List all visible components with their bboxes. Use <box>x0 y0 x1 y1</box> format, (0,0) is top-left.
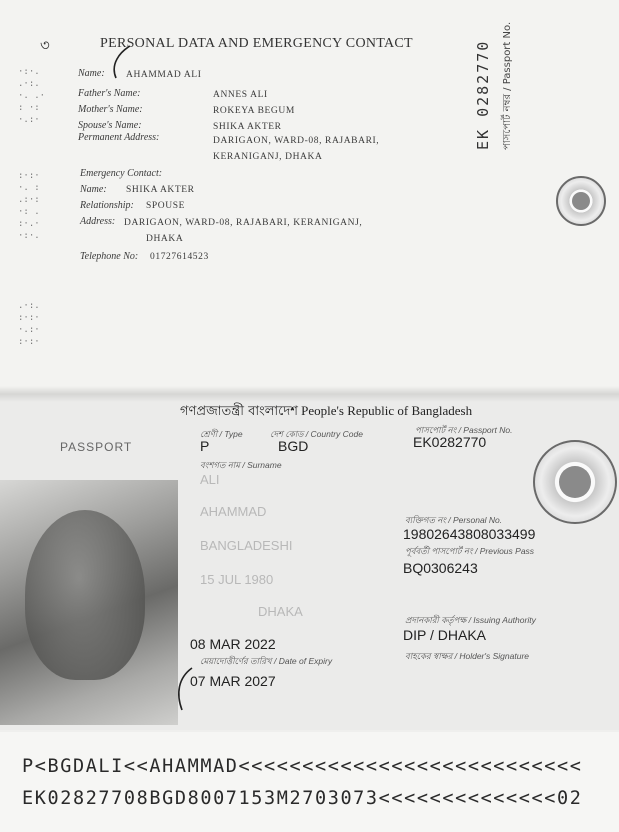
emergency-name-label: Name: <box>80 184 107 195</box>
expiry-label: মেয়াদোত্তীর্ণের তারিখ / Date of Expiry <box>200 656 333 666</box>
pen-stroke-icon <box>170 664 200 714</box>
pen-stroke-icon <box>100 42 140 82</box>
vertical-passport-number <box>470 0 513 150</box>
previous-passport-value: BQ0306243 <box>403 560 478 576</box>
section-title: PERSONAL DATA AND EMERGENCY CONTACT <box>100 36 413 51</box>
personal-data-page <box>0 0 619 395</box>
country-name-bangla: গণপ্রজাতন্ত্রী বাংলাদেশ <box>180 404 298 419</box>
emergency-address-line2: DHAKA <box>146 234 184 244</box>
vertical-passport-number-label: পাসপোর্ট নম্বর / Passport No. <box>502 21 513 150</box>
passport-no-label: পাসপোর্ট নং / Passport No. <box>415 425 513 435</box>
country-header <box>180 402 472 423</box>
type-value: P <box>200 438 210 454</box>
telephone-label: Telephone No: <box>80 251 139 262</box>
government-seal-icon <box>556 176 606 226</box>
name-value: AHAMMAD ALI <box>126 70 202 80</box>
passport-word: PASSPORT <box>60 440 133 454</box>
surname-value: ALI <box>200 472 220 487</box>
father-name-value: ANNES ALI <box>213 90 268 100</box>
relationship-label: Relationship: <box>80 200 134 211</box>
surname-label: বংশগত নাম / Surname <box>200 460 282 470</box>
place-of-birth-value: DHAKA <box>258 604 303 619</box>
perforation-marks: .·:. :·:· ·.:· :·:· <box>18 301 40 347</box>
type-label: শ্রেণী / Type <box>200 429 243 439</box>
date-of-birth-value: 15 JUL 1980 <box>200 572 274 587</box>
perforation-marks: ·:·. .·:. ·. .· : ·: ·.:· <box>18 67 46 125</box>
mrz-line-1: P<BGDALI<<AHAMMAD<<<<<<<<<<<<<<<<<<<<<<<<<<< <box>22 756 583 777</box>
permanent-address-line1: DARIGAON, WARD-08, RAJABARI, <box>213 136 380 146</box>
page-number: ৩ <box>40 38 50 54</box>
emergency-address-label: Address: <box>80 216 116 227</box>
name-label: Name: <box>78 68 105 79</box>
previous-passport-label: পূর্ববর্তী পাসপোর্ট নং / Previous Pass <box>405 546 535 556</box>
passport-no-value: EK0282770 <box>413 434 487 450</box>
government-seal-icon <box>533 440 617 524</box>
spouse-name-label: Spouse's Name: <box>78 120 142 131</box>
permanent-address-line2: KERANIGANJ, DHAKA <box>213 152 323 162</box>
personal-no-label: ব্যক্তিগত নং / Personal No. <box>405 515 503 525</box>
emergency-name-value: SHIKA AKTER <box>126 185 195 195</box>
issuing-authority-label: প্রদানকারী কর্তৃপক্ষ / Issuing Authority <box>405 615 536 625</box>
date-of-issue-value: 08 MAR 2022 <box>190 636 276 652</box>
personal-no-value: 19802643808033499 <box>403 526 536 542</box>
country-code-label: দেশ কোড / Country Code <box>270 429 363 439</box>
telephone-value: 01727614523 <box>150 252 209 262</box>
father-name-label: Father's Name: <box>78 88 141 99</box>
nationality-value: BANGLADESHI <box>200 538 293 553</box>
emergency-contact-title: Emergency Contact: <box>80 168 163 179</box>
country-name-english: People's Republic of Bangladesh <box>301 403 473 418</box>
relationship-value: SPOUSE <box>146 201 185 211</box>
page-fold <box>0 386 619 402</box>
mrz-zone <box>0 732 619 832</box>
vertical-passport-number-value: EK 0282770 <box>474 39 492 150</box>
mrz-line-2: EK02827708BGD8007153M2703073<<<<<<<<<<<<<<02 <box>22 788 583 809</box>
emergency-address-line1: DARIGAON, WARD-08, RAJABARI, KERANIGANJ, <box>124 218 363 228</box>
spouse-name-value: SHIKA AKTER <box>213 122 282 132</box>
given-name-value: AHAMMAD <box>200 504 267 519</box>
holder-photo <box>0 480 178 725</box>
mother-name-label: Mother's Name: <box>78 104 143 115</box>
country-code-value: BGD <box>278 438 309 454</box>
date-of-expiry-value: 07 MAR 2027 <box>190 673 276 689</box>
permanent-address-label: Permanent Address: <box>78 132 160 143</box>
mother-name-value: ROKEYA BEGUM <box>213 106 295 116</box>
issuing-authority-value: DIP / DHAKA <box>403 627 486 643</box>
perforation-marks: :·:· ·. : .:·: ·: . :·.· ·:·. <box>18 171 40 241</box>
holder-signature-label: বাহকের স্বাক্ষর / Holder's Signature <box>405 651 530 661</box>
